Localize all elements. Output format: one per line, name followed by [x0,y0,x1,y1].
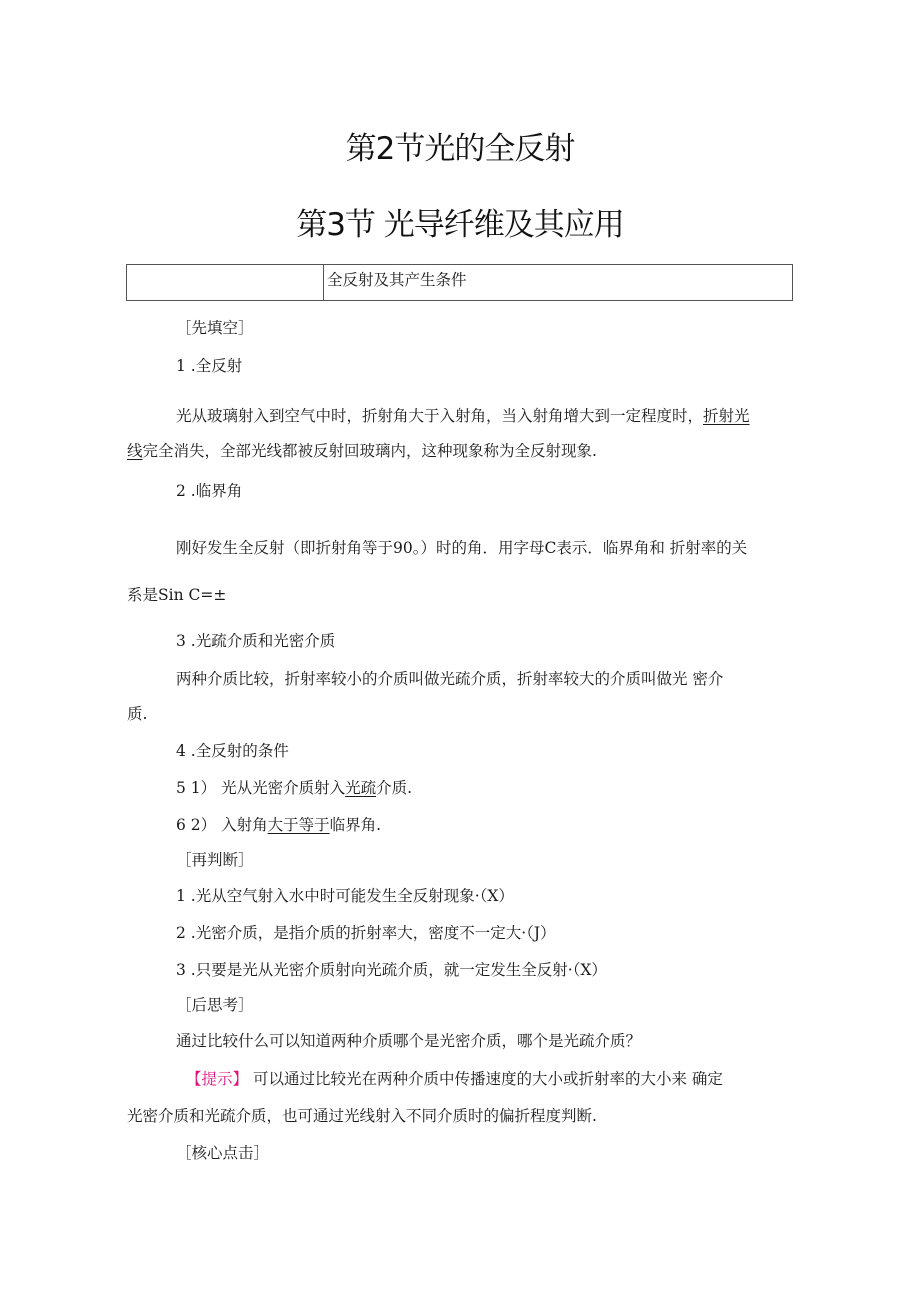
judgement-item: 3 .只要是光从光密介质射向光疏介质，就一定发生全反射·（X） [176,961,607,979]
item-1-paragraph-line1: 光从玻璃射入到空气中时，折射角大于入射角，当入射角增大到一定程度时，折射光 [176,407,750,425]
section-core: ［核心点击］ [176,1144,270,1162]
page-subtitle: 第3节 光导纤维及其应用 [296,207,624,243]
item-2-paragraph-line1: 刚好发生全反射（即折射角等于90。）时的角．用字母C表示．临界角和 折射率的关 [176,539,748,557]
item-2-paragraph-line2: 系是Sin C=± [127,586,227,604]
judgement-item: 1 .光从空气射入水中时可能发生全反射现象·（X） [176,887,514,905]
section-header-table [126,264,793,301]
table-cell-topic: 全反射及其产生条件 [327,271,467,289]
item-3-heading: 3 .光疏介质和光密介质 [176,632,336,650]
section-think: ［后思考］ [176,996,254,1014]
item-5-line: 5 1） 光从光密介质射入光疏介质. [176,779,413,797]
underlined-answer: 折射光 [703,407,750,425]
section-fill-blank: ［先填空］ [176,319,254,337]
tip-label: 【提示】 [186,1070,249,1088]
item-3-paragraph-line1: 两种介质比较，折射率较小的介质叫做光疏介质，折射率较大的介质叫做光 密介 [176,670,724,688]
item-2-heading: 2 .临界角 [176,482,243,500]
table-divider [323,265,324,300]
underlined-answer: 光疏 [345,779,377,797]
page-title: 第2节光的全反射 [345,131,575,167]
item-6-line: 6 2） 入射角大于等于临界角. [176,816,382,834]
think-question: 通过比较什么可以知道两种介质哪个是光密介质，哪个是光疏介质？ [176,1032,642,1050]
item-1-heading: 1 .全反射 [176,357,243,375]
judgement-item: 2 .光密介质，是指介质的折射率大，密度不一定大·（J） [176,924,556,942]
section-judge: ［再判断］ [176,851,254,869]
underlined-answer: 线 [127,442,143,460]
item-4-heading: 4 .全反射的条件 [176,742,289,760]
item-3-paragraph-line2: 质. [127,705,148,723]
tip-line1: 【提示】 可以通过比较光在两种介质中传播速度的大小或折射率的大小来 确定 [186,1070,723,1088]
tip-line2: 光密介质和光疏介质，也可通过光线射入不同介质时的偏折程度判断. [127,1107,597,1125]
underlined-answer: 大于等于 [267,816,330,834]
item-1-paragraph-line2: 线完全消失，全部光线都被反射回玻璃内，这种现象称为全反射现象. [127,442,597,460]
